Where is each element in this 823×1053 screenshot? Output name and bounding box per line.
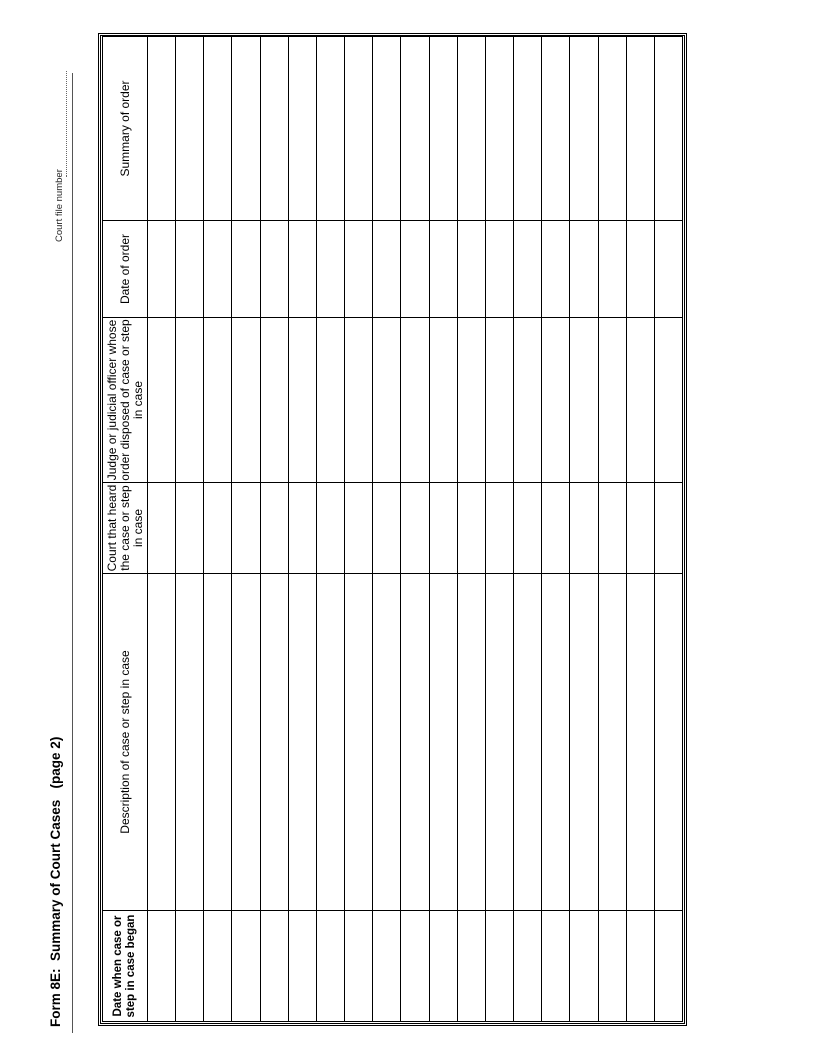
table-cell[interactable] bbox=[598, 574, 626, 911]
table-cell[interactable] bbox=[654, 221, 682, 318]
table-cell[interactable] bbox=[316, 221, 344, 318]
table-cell[interactable] bbox=[316, 483, 344, 574]
table-cell[interactable] bbox=[345, 318, 373, 483]
table-cell[interactable] bbox=[345, 911, 373, 1022]
table-cell[interactable] bbox=[204, 221, 232, 318]
table-cell[interactable] bbox=[204, 574, 232, 911]
table-cell[interactable] bbox=[514, 221, 542, 318]
table-cell[interactable] bbox=[345, 574, 373, 911]
table-cell[interactable] bbox=[429, 574, 457, 911]
table-cell[interactable] bbox=[457, 318, 485, 483]
table-cell[interactable] bbox=[626, 221, 654, 318]
table-cell[interactable] bbox=[373, 37, 401, 221]
table-cell[interactable] bbox=[176, 911, 204, 1022]
table-cell[interactable] bbox=[598, 483, 626, 574]
table-cell[interactable] bbox=[316, 911, 344, 1022]
table-cell[interactable] bbox=[288, 318, 316, 483]
table-cell[interactable] bbox=[542, 483, 570, 574]
table-cell[interactable] bbox=[232, 483, 260, 574]
table-cell[interactable] bbox=[457, 574, 485, 911]
table-cell[interactable] bbox=[626, 911, 654, 1022]
table-cell[interactable] bbox=[429, 911, 457, 1022]
table-cell[interactable] bbox=[345, 37, 373, 221]
court-file-number-label: Court file number bbox=[54, 169, 65, 242]
table-cell[interactable] bbox=[260, 574, 288, 911]
table-row bbox=[570, 37, 598, 1022]
table-row bbox=[514, 37, 542, 1022]
table-cell[interactable] bbox=[316, 37, 344, 221]
table-cell[interactable] bbox=[288, 221, 316, 318]
table-cell[interactable] bbox=[260, 37, 288, 221]
table-cell[interactable] bbox=[148, 221, 176, 318]
table-cell[interactable] bbox=[598, 911, 626, 1022]
table-cell[interactable] bbox=[401, 483, 429, 574]
table-row bbox=[204, 37, 232, 1022]
table-cell[interactable] bbox=[429, 483, 457, 574]
table-header-row bbox=[103, 37, 148, 1022]
table-cell[interactable] bbox=[570, 318, 598, 483]
table-cell[interactable] bbox=[457, 221, 485, 318]
table-cell[interactable] bbox=[626, 483, 654, 574]
table-row bbox=[598, 37, 626, 1022]
table-row bbox=[232, 37, 260, 1022]
table-cell[interactable] bbox=[485, 221, 513, 318]
table-cell[interactable] bbox=[485, 483, 513, 574]
table-row bbox=[654, 37, 682, 1022]
table-cell[interactable] bbox=[288, 574, 316, 911]
table-cell[interactable] bbox=[260, 911, 288, 1022]
table-cell[interactable] bbox=[598, 318, 626, 483]
table-cell[interactable] bbox=[232, 318, 260, 483]
court-file-number-field[interactable] bbox=[66, 71, 67, 177]
table-cell[interactable] bbox=[514, 574, 542, 911]
table-row bbox=[429, 37, 457, 1022]
table-cell[interactable] bbox=[598, 221, 626, 318]
table-cell[interactable] bbox=[316, 318, 344, 483]
table-row bbox=[626, 37, 654, 1022]
table-cell[interactable] bbox=[345, 221, 373, 318]
table-cell[interactable] bbox=[457, 483, 485, 574]
table-cell[interactable] bbox=[542, 911, 570, 1022]
table-cell[interactable] bbox=[373, 318, 401, 483]
table-cell[interactable] bbox=[345, 483, 373, 574]
table-cell[interactable] bbox=[232, 574, 260, 911]
table-cell[interactable] bbox=[176, 483, 204, 574]
table-cell[interactable] bbox=[542, 318, 570, 483]
table-cell[interactable] bbox=[373, 221, 401, 318]
table-cell[interactable] bbox=[485, 911, 513, 1022]
table-row bbox=[345, 37, 373, 1022]
table-cell[interactable] bbox=[260, 483, 288, 574]
table-cell[interactable] bbox=[373, 911, 401, 1022]
table-row bbox=[485, 37, 513, 1022]
table-cell[interactable] bbox=[232, 911, 260, 1022]
table-cell[interactable] bbox=[429, 318, 457, 483]
form-title: Form 8E: Summary of Court Cases (page 2) bbox=[48, 736, 63, 1027]
table-cell[interactable] bbox=[457, 911, 485, 1022]
table-cell[interactable] bbox=[288, 911, 316, 1022]
table-cell[interactable] bbox=[401, 911, 429, 1022]
table-cell[interactable] bbox=[176, 574, 204, 911]
table-row bbox=[457, 37, 485, 1022]
court-cases-table bbox=[102, 36, 683, 1022]
table-cell[interactable] bbox=[654, 483, 682, 574]
table-cell[interactable] bbox=[429, 37, 457, 221]
table-cell[interactable] bbox=[176, 318, 204, 483]
table-row bbox=[542, 37, 570, 1022]
table-cell[interactable] bbox=[148, 911, 176, 1022]
table-cell[interactable] bbox=[401, 318, 429, 483]
table-row bbox=[373, 37, 401, 1022]
col-header-summary-of-order: Summary of order bbox=[103, 37, 148, 221]
table-cell[interactable] bbox=[401, 37, 429, 221]
table-cell[interactable] bbox=[176, 37, 204, 221]
table-cell[interactable] bbox=[570, 574, 598, 911]
table-row bbox=[316, 37, 344, 1022]
table-cell[interactable] bbox=[626, 574, 654, 911]
col-header-date-began: Date when case or step in case began bbox=[103, 911, 148, 1022]
table-cell[interactable] bbox=[204, 483, 232, 574]
table-cell[interactable] bbox=[232, 37, 260, 221]
table-cell[interactable] bbox=[514, 37, 542, 221]
table-cell[interactable] bbox=[288, 483, 316, 574]
table-cell[interactable] bbox=[148, 483, 176, 574]
table-cell[interactable] bbox=[485, 574, 513, 911]
table-cell[interactable] bbox=[232, 221, 260, 318]
table-cell[interactable] bbox=[316, 574, 344, 911]
table-cell[interactable] bbox=[260, 221, 288, 318]
col-header-court: Court that heard the case or step in case bbox=[103, 483, 148, 574]
col-header-date-of-order: Date of order bbox=[103, 221, 148, 318]
table-row bbox=[176, 37, 204, 1022]
table-cell[interactable] bbox=[401, 221, 429, 318]
table-cell[interactable] bbox=[654, 574, 682, 911]
table-cell[interactable] bbox=[204, 911, 232, 1022]
col-header-judge: Judge or judicial officer whose order disposed of case or step in case bbox=[103, 318, 148, 483]
table-cell[interactable] bbox=[148, 574, 176, 911]
title-rule bbox=[72, 73, 73, 1033]
table-cell[interactable] bbox=[598, 37, 626, 221]
table-row bbox=[260, 37, 288, 1022]
table-cell[interactable] bbox=[542, 37, 570, 221]
table-cell[interactable] bbox=[570, 221, 598, 318]
table-cell[interactable] bbox=[626, 37, 654, 221]
table-cell[interactable] bbox=[570, 37, 598, 221]
table-cell[interactable] bbox=[288, 37, 316, 221]
table-cell[interactable] bbox=[429, 221, 457, 318]
table-cell[interactable] bbox=[401, 574, 429, 911]
table-cell[interactable] bbox=[514, 318, 542, 483]
table-cell[interactable] bbox=[485, 37, 513, 221]
table-cell[interactable] bbox=[176, 221, 204, 318]
table-cell[interactable] bbox=[204, 318, 232, 483]
table-cell[interactable] bbox=[514, 911, 542, 1022]
table-cell[interactable] bbox=[148, 37, 176, 221]
table-cell[interactable] bbox=[457, 37, 485, 221]
table-cell[interactable] bbox=[542, 221, 570, 318]
table-cell[interactable] bbox=[514, 483, 542, 574]
table-cell[interactable] bbox=[654, 911, 682, 1022]
table-cell[interactable] bbox=[204, 37, 232, 221]
table-cell[interactable] bbox=[373, 574, 401, 911]
table-cell[interactable] bbox=[148, 318, 176, 483]
table-cell[interactable] bbox=[260, 318, 288, 483]
table-row bbox=[148, 37, 176, 1022]
table-cell[interactable] bbox=[654, 37, 682, 221]
table-cell[interactable] bbox=[570, 483, 598, 574]
col-header-description: Description of case or step in case bbox=[103, 574, 148, 911]
table-cell[interactable] bbox=[570, 911, 598, 1022]
table-cell[interactable] bbox=[542, 574, 570, 911]
table-cell[interactable] bbox=[485, 318, 513, 483]
table-cell[interactable] bbox=[654, 318, 682, 483]
table-cell[interactable] bbox=[373, 483, 401, 574]
table-cell[interactable] bbox=[626, 318, 654, 483]
table-row bbox=[288, 37, 316, 1022]
table-row bbox=[401, 37, 429, 1022]
table-body bbox=[148, 37, 683, 1022]
